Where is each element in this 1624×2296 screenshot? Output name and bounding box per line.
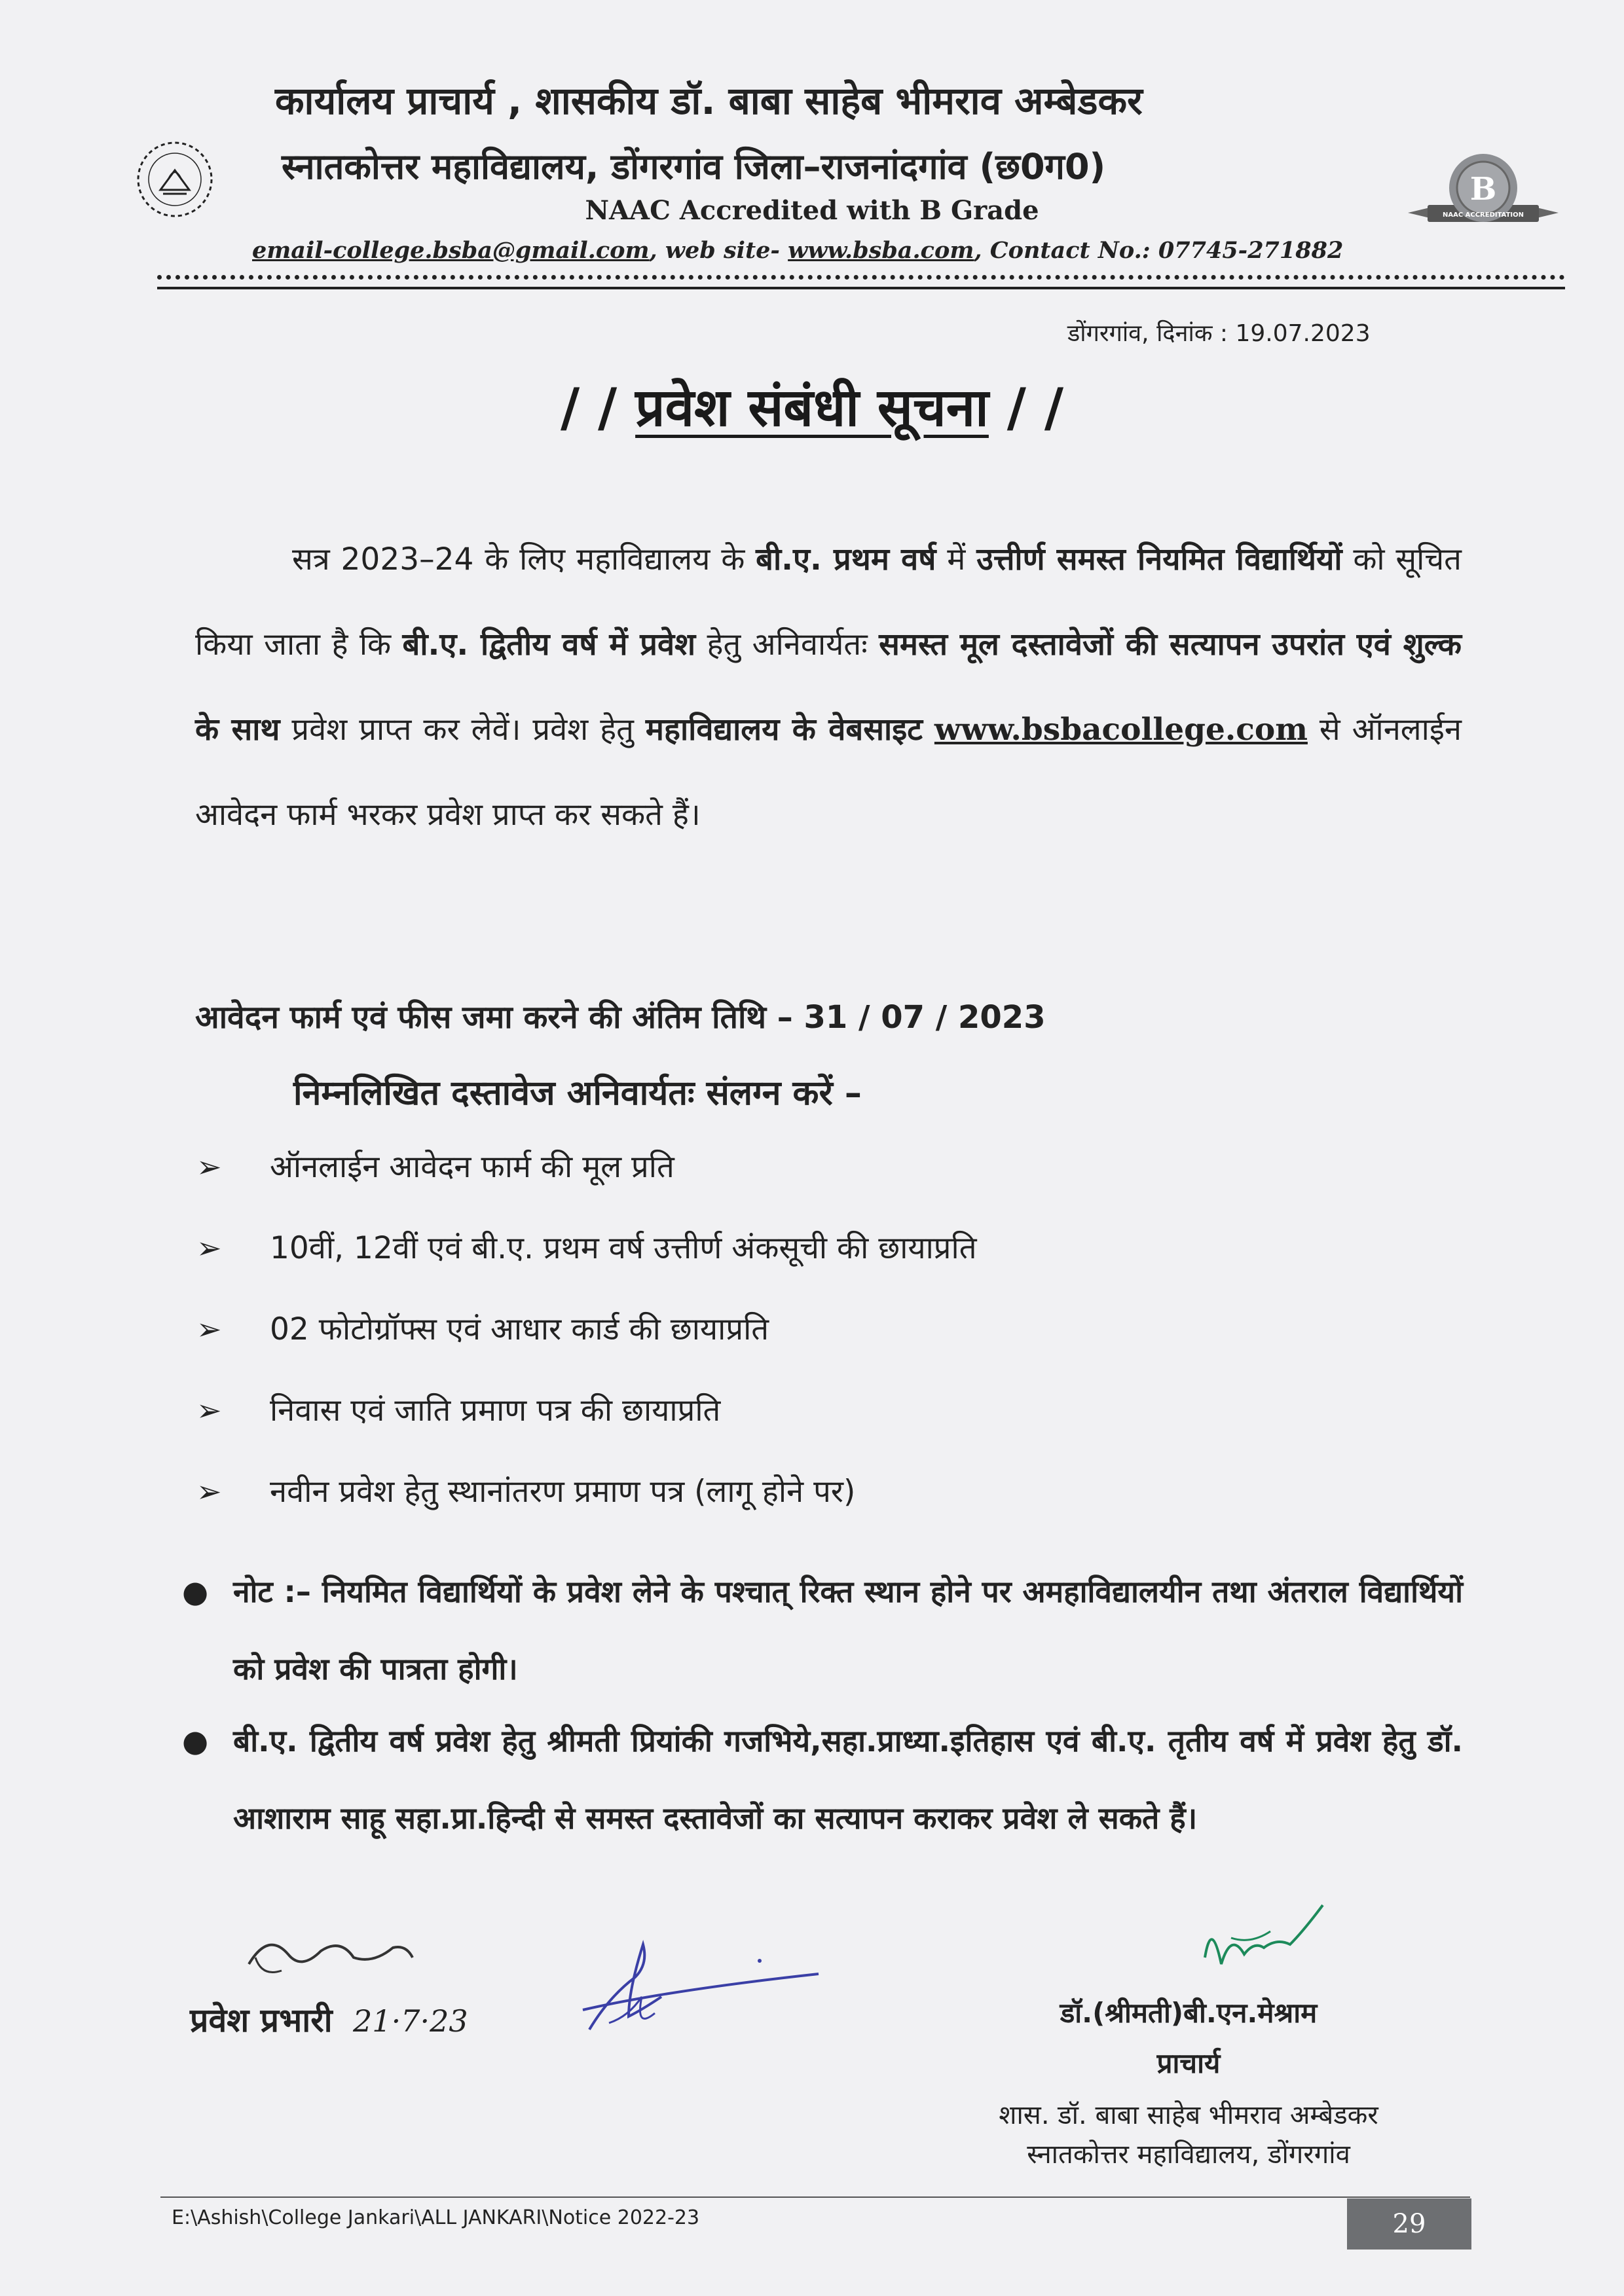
para-text-4: हेतु अनिवार्यतः <box>695 627 879 663</box>
badge-letter: B <box>1469 171 1497 208</box>
principal-post: प्राचार्य <box>1156 2047 1221 2079</box>
header-divider-dotted <box>157 275 1565 280</box>
email-link[interactable]: email-college.bsba@gmail.com <box>252 237 650 264</box>
para-text-5: प्रवेश प्राप्त कर लेवें। प्रवेश हेतु <box>280 712 646 748</box>
arrow-bullet-icon: ➢ <box>196 1230 222 1266</box>
principal-address-line-2: स्नातकोत्तर महाविद्यालय, डोंगरगांव <box>1027 2140 1350 2170</box>
para-text-2: में <box>936 541 977 577</box>
bullet-dot-icon: ● <box>182 1723 209 1758</box>
para-text-3: को सूचित किया जाता है कि <box>195 541 1462 663</box>
para-text-1: सत्र 2023–24 के लिए महाविद्यालय के <box>292 541 756 577</box>
arrow-bullet-icon: ➢ <box>196 1393 222 1428</box>
footer-divider <box>160 2196 1470 2198</box>
document-text: 10वीं, 12वीं एवं बी.ए. प्रथम वर्ष उत्तीर्ण अंकसूची की छायाप्रति <box>270 1230 977 1266</box>
title-main: प्रवेश संबंधी सूचना <box>635 377 989 438</box>
handwritten-date: 21·7·23 <box>353 2003 468 2039</box>
notice-paragraph <box>195 517 1462 858</box>
header-divider-solid <box>157 287 1565 289</box>
document-text: ऑनलाईन आवेदन फार्म की मूल प्रति <box>270 1149 674 1185</box>
file-path: E:\Ashish\College Jankari\ALL JANKARI\Notice 2022-23 <box>172 2206 700 2229</box>
page-number: 29 <box>1347 2198 1471 2250</box>
principal-signature-block <box>943 1994 1434 2174</box>
para-bold-1: बी.ए. प्रथम वर्ष <box>756 541 936 577</box>
date-line: डोंगरगांव, दिनांक : 19.07.2023 <box>1067 320 1371 347</box>
para-text-6: से ऑनलाईन आवेदन फार्म भरकर प्रवेश प्राप्त कर सकते हैं। <box>195 712 1462 833</box>
bullet-dot-icon: ● <box>182 1574 209 1609</box>
title-suffix: / / <box>1006 377 1064 438</box>
note-text: बी.ए. द्वितीय वर्ष प्रवेश हेतु श्रीमती प्रियांकी गजभिये,सहा.प्राध्या.इतिहास एवं बी.ए. तृतीय वर्ष में प्रवेश हेतु डॉ. आशाराम साहू सहा.प्रा.हिन्दी से समस्त दस्तावेजों का सत्यापन कराकर प्रवेश ले सकते हैं। <box>233 1723 1463 1836</box>
naac-badge <box>1401 147 1565 246</box>
para-bold-4: समस्त मूल दस्तावेजों की सत्यापन उपरांत एवं शुल्क के साथ <box>195 627 1462 748</box>
arrow-bullet-icon: ➢ <box>196 1474 222 1509</box>
documents-heading: निम्नलिखित दस्तावेज अनिवार्यतः संलग्न करें – <box>293 1074 862 1113</box>
accreditation-line: NAAC Accredited with B Grade <box>585 195 1039 226</box>
arrow-bullet-icon: ➢ <box>196 1149 222 1184</box>
notice-title <box>0 370 1624 441</box>
list-item <box>196 1144 674 1186</box>
header-line-1: कार्यालय प्राचार्य , शासकीय डॉ. बाबा साहेब भीमराव अम्बेडकर <box>275 79 1143 123</box>
header-line-2: स्नातकोत्तर महाविद्यालय, डोंगरगांव जिला–राजनांदगांव (छ0ग0) <box>282 146 1106 187</box>
contact-line <box>252 237 1431 264</box>
document-text: निवास एवं जाति प्रमाण पत्र की छायाप्रति <box>270 1393 721 1429</box>
list-item <box>196 1388 720 1430</box>
list-item <box>196 1469 855 1511</box>
para-bold-5: महाविद्यालय के वेबसाइट <box>645 712 923 748</box>
note-2 <box>182 1702 1463 1857</box>
incharge-title: प्रवेश प्रभारी <box>190 2001 333 2039</box>
title-prefix: / / <box>560 377 618 438</box>
para-bold-2: उत्तीर्ण समस्त नियमित विद्यार्थियों <box>976 541 1342 577</box>
college-website-link[interactable]: www.bsbacollege.com <box>934 712 1308 748</box>
principal-signature-image <box>1192 1892 1349 1990</box>
note-label: नोट :– <box>233 1574 311 1609</box>
principal-address-line-1: शास. डॉ. बाबा साहेब भीमराव अम्बेडकर <box>999 2100 1378 2130</box>
note-1 <box>182 1553 1463 1707</box>
admission-incharge-label <box>190 1997 468 2041</box>
website-link[interactable]: www.bsba.com <box>788 237 974 264</box>
para-bold-3: बी.ए. द्वितीय वर्ष में प्रवेश <box>402 627 696 663</box>
principal-name: डॉ.(श्रीमती)बी.एन.मेश्राम <box>1060 1997 1318 2029</box>
document-text: नवीन प्रवेश हेतु स्थानांतरण प्रमाण पत्र (लागू होने पर) <box>270 1474 856 1510</box>
contact-number: , Contact No.: 07745-271882 <box>974 237 1344 264</box>
note-text: नियमित विद्यार्थियों के प्रवेश लेने के पश्चात् रिक्त स्थान होने पर अमहाविद्यालयीन तथा अंतराल विद्यार्थियों को प्रवेश की पात्रता होगी। <box>233 1574 1463 1686</box>
arrow-bullet-icon: ➢ <box>196 1311 222 1347</box>
last-date-line: आवेदन फार्म एवं फीस जमा करने की अंतिम तिथि – 31 / 07 / 2023 <box>195 999 1046 1036</box>
badge-text: NAAC ACCREDITATION <box>1442 211 1524 219</box>
web-prefix: , web site- <box>649 237 780 264</box>
list-item <box>196 1307 769 1349</box>
list-item <box>196 1226 977 1267</box>
document-text: 02 फोटोग्रॉफ्स एवं आधार कार्ड की छायाप्रति <box>270 1311 769 1347</box>
